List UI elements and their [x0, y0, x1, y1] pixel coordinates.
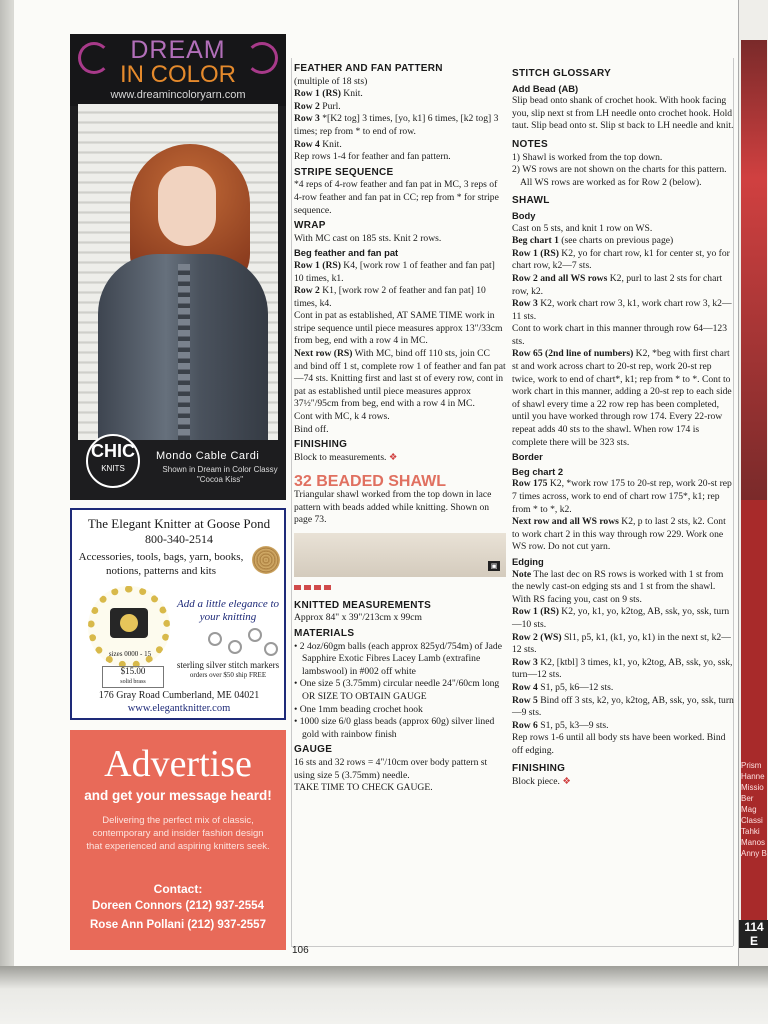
material-item: • 2 4oz/60gm balls (each approx 825yd/754m) of Jade Sapphire Exotic Fibres Lacey Lamb (extrafine lambswool) in #002 off white: [294, 640, 502, 677]
note-item: 1) Shawl is worked from the top down.: [512, 151, 663, 163]
chic-knits-word: KNITS: [101, 464, 125, 473]
elegant-accessories: Accessories, tools, bags, yarn, books, notions, patterns and kits: [78, 551, 244, 577]
chart2-row-175: [512, 478, 734, 516]
chart1-heading-line: [512, 235, 734, 248]
shawl-thumbnail: [294, 533, 506, 577]
body-cast-on: Cast on 5 sts, and knit 1 row on WS.: [512, 222, 653, 234]
dream-subtitle: IN COLOR: [119, 61, 236, 88]
chart1-row-1: [512, 248, 734, 273]
product-name: Mondo Cable Cardi: [156, 450, 260, 462]
row-label: Row 4: [294, 138, 320, 150]
row-text: K2, purl to last 2 sts for chart row, k2.: [512, 272, 723, 297]
row-text: Knit.: [319, 138, 342, 150]
gauge-text: 16 sts and 32 rows = 4"/10cm over body pattern st using size 5 (3.75mm) needle.: [294, 756, 488, 781]
finishing-text: [512, 776, 734, 789]
note-text: The last dec on RS rows is worked with 1 st from the newly cast-on edging sts and 1 st from the shawl.: [512, 568, 724, 593]
row-text: K1, [work row 2 of feather and fan pat] 10 times, k4.: [294, 285, 486, 309]
pattern-number: 32: [294, 473, 312, 491]
row-label: Row 5: [512, 694, 538, 706]
row-text: K2, p to last 2 sts, k2. Cont to work chart 2 in this way through row 229. Work one WS row. Do not cut yarn.: [512, 516, 726, 553]
elegant-phone: 800-340-2514: [145, 532, 213, 546]
edging-row-3: [512, 657, 734, 682]
row-text: Bind off 3 sts, k2, yo, k2tog, AB, ssk, yo, ssk, turn—9 sts.: [512, 694, 734, 719]
pattern-title: [294, 473, 506, 491]
add-bead-heading: Add Bead (AB): [512, 82, 579, 94]
model-face: [158, 166, 216, 246]
advertise-contact-label: Contact:: [153, 882, 203, 896]
feather-row-1: [294, 88, 506, 101]
advertise-contact-1: Doreen Connors (212) 937-2554: [92, 900, 264, 912]
note-item: 2) WS rows are not shown on the charts for this pattern. All WS rows are worked as for Row 2 (below).: [512, 164, 727, 188]
gauge-check: TAKE TIME TO CHECK GAUGE.: [294, 782, 433, 794]
column-rule-left: [291, 58, 292, 946]
elegant-tagline: Add a little elegance to your knitting: [176, 598, 280, 623]
next-page-image: [741, 40, 767, 500]
chic-knits-badge: [86, 434, 140, 488]
notes-heading: NOTES: [512, 138, 548, 150]
finishing-text: [294, 452, 506, 465]
edging-row-4: [512, 682, 734, 695]
stitch-marker-icon: [264, 642, 278, 656]
price-value: $15.00: [120, 666, 146, 676]
row-label: Row 2 (WS): [512, 631, 562, 643]
end-mark-icon: ❖: [388, 451, 398, 463]
cardigan-cable: [178, 264, 190, 440]
wrap-heading: WRAP: [294, 220, 326, 232]
next-row: [294, 348, 506, 411]
stitch-marker-icon: [248, 628, 262, 642]
row-label: Next row (RS): [294, 348, 353, 360]
add-bead-text: Slip bead onto shank of crochet hook. With hook facing you, slip next st from LH needle onto crochet hook. Hold taut. Slip bead onto st. Slip st back to LH needle and knit.: [512, 95, 734, 132]
advertise-title: Advertise: [104, 743, 252, 785]
pattern-name: BEADED SHAWL: [316, 473, 447, 491]
edging-row-1: [512, 606, 734, 631]
row-text: K2, *beg with first chart st and work across chart to 20-st rep, work 20-st rep twice, work to end of chart*, k1; rep from * to *. Cont to work chart in this manner, adding a 20-st rep to each side of shawl every time a 22 row rep has been completed, until you have worked through row 174. Every 22-row repeat adds 40 sts to the shawl. When row 174 is complete there will be 323 sts.: [512, 348, 732, 448]
material-item: • 1000 size 6/0 glass beads (approx 60g) silver lined gold with rainbow finish: [294, 716, 495, 740]
advertise-contact-2: Rose Ann Pollani (212) 937-2557: [90, 919, 266, 931]
row-text: *[K2 tog] 3 times, [yo, k1] 6 times, [k2 tog] 3 times; rep from * to end of row.: [294, 113, 499, 137]
row-label: Next row and all WS rows: [512, 516, 619, 528]
row-label: Row 1 (RS): [294, 88, 341, 100]
price-subtext: solid brass: [120, 679, 146, 685]
pattern-column-middle: [294, 60, 506, 795]
row-label: Row 6: [512, 719, 538, 731]
row-text: K2, yo, k1, yo, k2tog, AB, ssk, yo, ssk, turn—10 sts.: [512, 606, 730, 630]
dream-logo: [70, 34, 286, 106]
page-shadow: [0, 966, 768, 1024]
chart1-heading: Beg chart 1: [512, 235, 559, 247]
chart1-note: (see charts on previous page): [558, 235, 674, 247]
page-number: 106: [292, 945, 309, 956]
edging-rs: With RS facing you, cast on 9 sts.: [512, 593, 642, 605]
shawl-heading: SHAWL: [512, 195, 550, 207]
elegant-title: The Elegant Knitter at Goose Pond: [87, 516, 271, 531]
next-page-text: Prism Hanne Missio Ber Mag Classi Tahki Manos Anny B: [741, 761, 767, 858]
chart2-heading: Beg chart 2: [512, 465, 564, 477]
finishing-heading: FINISHING: [512, 763, 566, 775]
section-dots: [294, 585, 334, 590]
row-label: Row 65 (2nd line of numbers): [512, 348, 634, 360]
row-label: Row 2: [294, 285, 320, 297]
bind-off: Bind off.: [294, 423, 329, 435]
next-page-red-panel: [741, 500, 767, 940]
edging-repeat: Rep rows 1-6 until all body sts have been worked. Bind off edging.: [512, 732, 726, 756]
chart1-row-2: [512, 273, 734, 298]
row-label: Row 3: [294, 113, 320, 125]
glossary-heading: STITCH GLOSSARY: [512, 68, 612, 79]
border-heading: Border: [512, 451, 543, 463]
row-label: Row 2: [294, 100, 320, 112]
row-label: Row 4: [512, 681, 538, 693]
row-label: Row 2 and all WS rows: [512, 272, 608, 284]
advertise-body: Delivering the perfect mix of classic, contemporary and insider fashion design that experienced and aspiring knitters seek.: [86, 815, 270, 852]
stripe-heading: STRIPE SEQUENCE: [294, 166, 394, 178]
column-rule-bottom: [291, 946, 733, 947]
feather-fan-heading: FEATHER AND FAN PATTERN: [294, 63, 443, 74]
feather-repeat: Rep rows 1-4 for feather and fan pattern.: [294, 151, 451, 163]
row-label: Row 1 (RS): [512, 606, 559, 618]
chart2-next-row: [512, 516, 734, 554]
feather-multiple: (multiple of 18 sts): [294, 75, 368, 87]
pattern-description: Triangular shawl worked from the top down in lace pattern with beads added while knitting. Shown on page 73.: [294, 489, 492, 526]
row-label: Row 175: [512, 478, 548, 490]
ad-dream-in-color: [70, 34, 286, 500]
next-page-edge: [738, 0, 768, 966]
row-text: K2, [ktbl] 3 times, k1, yo, k2tog, AB, ssk, yo, ssk, turn—12 sts.: [512, 656, 733, 681]
ad-elegant-knitter: [70, 508, 286, 720]
edging-row-2: [512, 632, 734, 657]
edging-row-5: [512, 695, 734, 720]
edging-note: [512, 569, 734, 594]
stripe-text: *4 reps of 4-row feather and fan pat in MC, 3 reps of 4-row feather and fan pat in CC; rep from * for stripe sequence.: [294, 179, 499, 216]
pattern-column-right: [512, 65, 734, 789]
end-mark-icon: ❖: [562, 776, 571, 788]
knitted-heading: KNITTED MEASUREMENTS: [294, 599, 432, 611]
material-item: • One 1mm beading crochet hook: [294, 703, 423, 715]
edging-heading: Edging: [512, 555, 544, 567]
note-label: Note: [512, 568, 532, 580]
row-text: With MC, bind off 110 sts, join CC and bind off 1 st, complete row 1 of feather and fan pat—74 sts. Knitting first and last st of every row, cont in pat as established until piece measures approx 37½"/95cm from beg, end with a row 4 in MC.: [294, 348, 506, 410]
yarn-ball-icon: [252, 546, 280, 574]
photo-icon: ▣: [488, 561, 500, 571]
elegant-address: 176 Gray Road Cumberland, ME 04021: [98, 690, 260, 701]
cont-pattern: Cont in pat as established, AT SAME TIME work in stripe sequence until piece measures approx 13"/33cm from beg, end with a row 4 in MC.: [294, 310, 503, 347]
elegant-orders: orders over $50 ship FREE: [189, 671, 267, 679]
row-text: K2, work chart row 3, k1, work chart row 3, k2—11 sts.: [512, 298, 732, 322]
stitch-marker-icon: [228, 640, 242, 654]
edging-row-6: [512, 720, 734, 733]
body-heading: Body: [512, 209, 536, 221]
dream-url: www.dreamincoloryarn.com: [110, 89, 246, 101]
row-text: S1, p5, k6—12 sts.: [537, 681, 614, 693]
row-text: K2, *work row 175 to 20-st rep, work 20-st rep 7 times across, work to end of chart row 175*, k1; rep from * to *, k2.: [512, 478, 732, 515]
cont-mc: Cont with MC, k 4 rows.: [294, 411, 390, 423]
row-text: S1, p5, k3—9 sts.: [537, 719, 609, 731]
row-label: Row 1 (RS): [512, 247, 559, 259]
beg-row-1: [294, 260, 506, 285]
feather-row-4: [294, 139, 506, 152]
feather-row-3: [294, 113, 506, 138]
product-subtitle: Shown in Dream in Color Classy "Cocoa Kiss": [162, 465, 278, 484]
elegant-sizes: sizes 0000 - 15: [108, 650, 152, 658]
chart1-row-65: [512, 348, 734, 449]
feather-row-2: [294, 101, 506, 114]
row-label: Row 1 (RS): [294, 259, 341, 271]
next-page-number: 114 E: [739, 920, 768, 948]
row-label: Row 3: [512, 656, 538, 668]
chic-word: CHIC: [91, 441, 135, 461]
knitted-text: Approx 84" x 39"/213cm x 99cm: [294, 612, 423, 624]
elegant-markers: sterling silver stitch markers: [176, 660, 280, 670]
beg-row-2: [294, 285, 506, 310]
row-text: Sl1, p5, k1, (k1, yo, k1) in the next st, k2—12 sts.: [512, 631, 731, 656]
row-text: Purl.: [319, 100, 341, 112]
materials-heading: MATERIALS: [294, 627, 355, 639]
model-photo: [78, 104, 278, 440]
row-label: Row 3: [512, 298, 538, 310]
wrap-text: With MC cast on 185 sts. Knit 2 rows.: [294, 232, 442, 244]
beg-feather-heading: Beg feather and fan pat: [294, 247, 399, 259]
advertise-subtitle: and get your message heard!: [84, 788, 272, 803]
sheep-face-icon: [120, 614, 138, 632]
row-text: K2, yo for chart row, k1 for center st, yo for chart row, k2—7 sts.: [512, 247, 730, 272]
row-text: Knit.: [340, 88, 363, 100]
gauge-heading: GAUGE: [294, 744, 333, 756]
elegant-price-tag: [102, 666, 164, 688]
finishing-heading: FINISHING: [294, 439, 348, 451]
chart1-row-3: [512, 298, 734, 323]
chart1-cont: Cont to work chart in this manner through row 64—123 sts.: [512, 323, 728, 347]
material-item: • One size 5 (3.75mm) circular needle 24"/60cm long OR SIZE TO OBTAIN GAUGE: [294, 678, 500, 702]
row-text: K4, [work row 1 of feather and fan pat] 10 times, k1.: [294, 259, 495, 284]
ad-advertise: [70, 730, 286, 950]
elegant-url: www.elegantknitter.com: [127, 703, 231, 714]
stitch-marker-icon: [208, 632, 222, 646]
finishing-body: Block piece.: [512, 776, 560, 788]
dream-title: DREAM: [130, 36, 226, 64]
finishing-body: Block to measurements.: [294, 451, 387, 463]
